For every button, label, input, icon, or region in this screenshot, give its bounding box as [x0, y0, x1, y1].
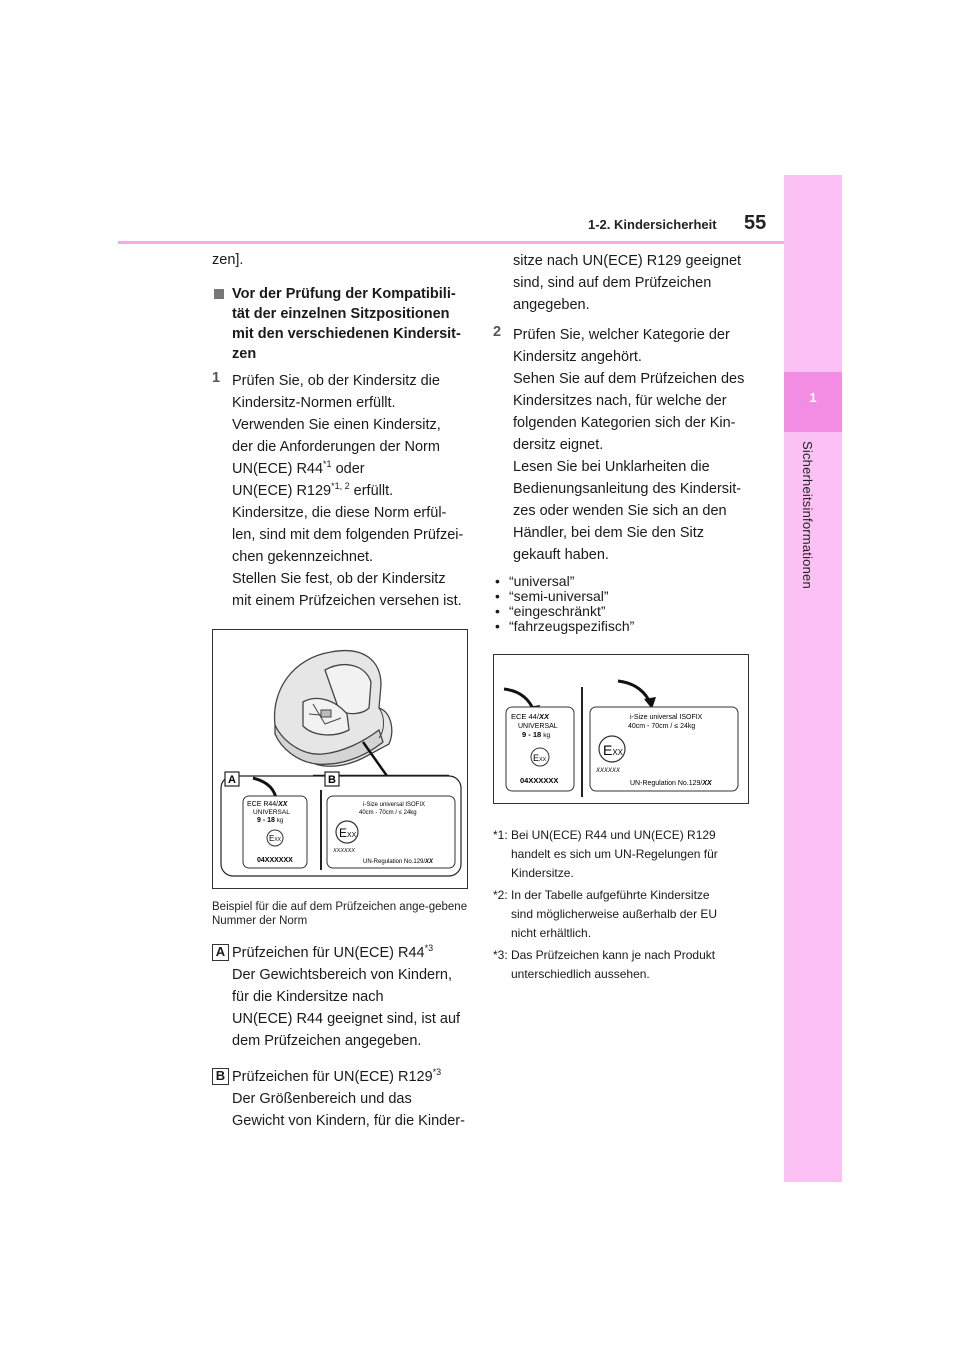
r44-approval-number: 04XXXXXX — [520, 776, 559, 785]
section-title: 1-2. Kindersicherheit — [588, 217, 717, 232]
r129-title: i-Size universal ISOFIX — [630, 714, 703, 721]
r129-line: UN(ECE) R129$^{*1, 2}$ erfüllt. — [232, 481, 394, 499]
child-seat-illustration — [213, 630, 469, 890]
r44-universal: UNIVERSAL — [253, 809, 290, 816]
figure-caption: Beispiel für die auf dem Prüfzeichen ange-gebene Nummer der Norm — [212, 901, 468, 927]
r129-e-mark: EXX — [339, 826, 357, 840]
r44-code-text: ECE R44/XX — [247, 801, 288, 808]
header-rule — [118, 241, 784, 244]
footnote: *1: Bei UN(ECE) R44 und UN(ECE) R129 handelt es sich um UN-Regelungen für Kindersitze. — [493, 828, 718, 880]
list-item: • “fahrzeugspezifisch” — [493, 619, 755, 634]
label-b-title: Prüfzeichen für UN(ECE) R129$^{*3}$ — [232, 1067, 442, 1085]
r129-un-regulation: UN-Regulation No.129/XX — [630, 780, 712, 787]
r129-approval-number: XXXXXX — [596, 768, 621, 774]
footnote: *2: In der Tabelle aufgeführte Kindersitze sind möglicherweise außerhalb der EU nicht erhältlich. — [493, 888, 718, 940]
label-a-section: A Prüfzeichen für UN(ECE) R44$^{*3}$ Der Gewichtsbereich von Kindern, für die Kindersitze nach UN(ECE) R44 geeignet sind, ist auf dem Prüfzeichen angegeben. — [212, 942, 474, 1052]
page-number: 55 — [744, 212, 767, 234]
list-item: • “universal” — [493, 574, 755, 589]
step-number: 2 — [493, 324, 502, 340]
section-heading: Vor der Prüfung der Kompatibili- tät der einzelnen Sitzpositionen mit den verschiedenen Kindersit- zen — [212, 284, 474, 364]
footnotes — [493, 826, 755, 984]
r44-weight: 9 - 18 kg — [257, 817, 284, 824]
fig-label-a: A — [228, 774, 236, 786]
chapter-title: Sicherheitsinformationen — [800, 441, 815, 589]
intro-text: zen]. — [212, 252, 244, 268]
left-column — [212, 250, 474, 1132]
step-1: 1 Prüfen Sie, ob der Kindersitz die Kindersitz-Normen erfüllt. Verwenden Sie einen Kindersitz, der die Anforderungen der Norm UN(ECE) R44$^{*1}$ oder UN(ECE) R129$^{*1, 2}$ erfüllt. Kindersitze, die diese Norm erfül- len, sind mit dem folgenden Prüfzei- chen gekennzeichnet. Stellen Sie fest, ob der Kindersitz mit einem Prüfzeichen versehen ist. — [212, 370, 474, 612]
square-bullet-icon — [214, 289, 224, 299]
fig-label-b: B — [328, 774, 336, 786]
footnote: *3: Das Prüfzeichen kann je nach Produkt unterschiedlich aussehen. — [493, 948, 716, 981]
step-2: 2 Prüfen Sie, welcher Kategorie der Kindersitz angehört. Sehen Sie auf dem Prüfzeichen des Kindersitzes nach, für welche der folgenden Kategorien sich der Kin- dersitz eignet. Lesen Sie bei Unklarheiten die Bedienungsanleitung des Kindersit- zes oder wenden Sie sich an den Händler, bei dem Sie den Sitz gekauft haben. — [493, 324, 745, 563]
r129-title: i-Size universal ISOFIX — [363, 802, 426, 808]
r44-e-mark: EXX — [269, 834, 282, 843]
r44-weight: 9 - 18 kg — [522, 730, 551, 739]
label-b-box: B — [212, 1068, 229, 1085]
list-item: • “eingeschränkt” — [493, 604, 755, 619]
chapter-side-tab — [784, 175, 842, 1182]
r129-range: 40cm - 70cm / ≤ 24kg — [359, 810, 417, 816]
r129-approval-number: XXXXXX — [333, 848, 356, 854]
label-examples-figure — [493, 654, 749, 804]
r129-range: 40cm - 70cm / ≤ 24kg — [628, 723, 696, 730]
child-seat-figure — [212, 629, 468, 889]
r44-universal: UNIVERSAL — [518, 723, 558, 730]
chapter-number: 1 — [809, 390, 817, 405]
label-b-section: B Prüfzeichen für UN(ECE) R129$^{*3}$ Der Größenbereich und das Gewicht von Kindern, für die Kinder- — [212, 1066, 474, 1132]
label-a-title: Prüfzeichen für UN(ECE) R44$^{*3}$ — [232, 943, 434, 961]
step-number: 1 — [212, 370, 221, 386]
r129-un-regulation: UN-Regulation No.129/XX — [363, 859, 434, 865]
right-column: sitze nach UN(ECE) R129 geeignet sind, sind auf dem Prüfzeichen angegeben. 2 Prüfen Sie, welcher Kategorie der Kindersitz angehört. Sehen Sie auf dem Prüfzeichen des Kindersitzes nach, für welche der folgenden Kategorien sich der Kin- dersitz eignet. Lesen Sie bei Unklarheiten die Bedienungsanleitung des Kindersit- zes oder wenden Sie sich an den Händler, bei dem Sie den Sitz gekauft haben. • “universal” • “semi-universal” • “eingeschränkt” • “fahrzeugspezifisch” ECE 44/XX UNIVERSAL 9 - 18 kg EXX 04XXXXXX i-Size universal ISOFIX 40cm - 70cm / ≤ 24kg EXX XXXXXX UN-Regulation No.129/XX *1: Bei UN(ECE) R44 und UN(ECE) R129 handelt es sich um UN-Regelungen für Kindersitze. *2: In der Tabelle aufgeführte Kindersitze sind möglicherweise außerhalb der EU nicht erhältlich. *3: Das Prüfzeichen kann je nach Produkt unterschiedlich aussehen. — [493, 250, 755, 984]
list-item: • “semi-universal” — [493, 589, 755, 604]
r44-line: UN(ECE) R44$^{*1}$ oder — [232, 459, 365, 477]
r44-e-mark: EXX — [533, 753, 547, 763]
r44-approval-number: 04XXXXXX — [257, 857, 293, 864]
approval-labels-illustration — [494, 655, 750, 805]
category-list — [493, 574, 755, 634]
r44-code-text: ECE 44/XX — [511, 712, 549, 721]
r129-e-mark: EXX — [603, 742, 624, 758]
label-a-box: A — [212, 944, 229, 961]
